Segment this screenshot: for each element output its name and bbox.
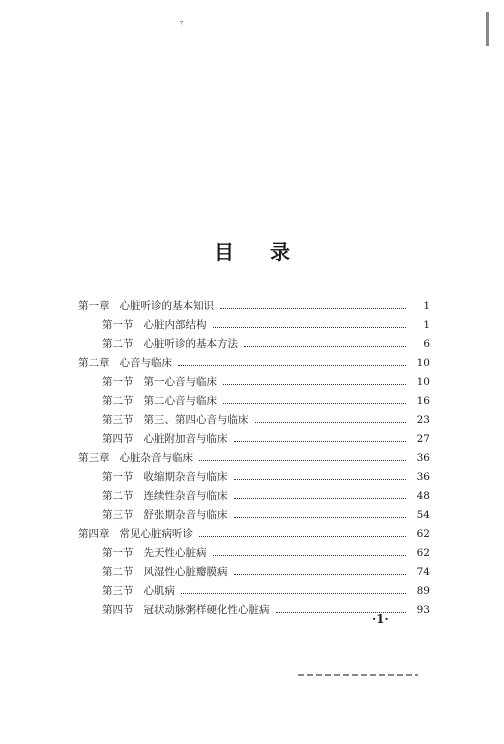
toc-page-number: 27 — [416, 432, 430, 445]
toc-page-number: 36 — [416, 470, 430, 483]
scan-noise-line — [298, 674, 418, 676]
title-char-1: 目 — [214, 240, 234, 264]
toc-leader-dots — [234, 479, 407, 480]
toc-leader-dots — [213, 555, 407, 556]
toc-section-row — [78, 410, 430, 429]
toc-title: 先天性心脏病 — [143, 547, 207, 559]
toc-leader-dots — [199, 460, 406, 461]
toc-leader-dots — [213, 327, 407, 328]
toc-chapter-row — [78, 448, 430, 467]
toc-page-number: 16 — [416, 394, 430, 407]
toc-label: 第二节 — [102, 395, 134, 407]
toc-section-row — [78, 581, 430, 600]
toc-title: 心脏附加音与临床 — [143, 433, 228, 445]
toc-page-number: 36 — [416, 451, 430, 464]
toc-title: 心音与临床 — [119, 357, 172, 369]
toc-title: 舒张期杂音与临床 — [143, 509, 228, 521]
toc-section-row — [78, 372, 430, 391]
toc-label: 第二节 — [102, 490, 134, 502]
toc-leader-dots — [223, 384, 406, 385]
toc-chapter-row — [78, 296, 430, 315]
toc-section-row — [78, 429, 430, 448]
toc-title: 心脏杂音与临床 — [119, 452, 193, 464]
top-mark: ⁷ — [180, 20, 184, 29]
toc-title: 心脏听诊的基本方法 — [143, 338, 238, 350]
toc-title: 心脏听诊的基本知识 — [119, 300, 214, 312]
toc-page-number: 93 — [416, 603, 430, 616]
toc-label: 第三节 — [102, 509, 134, 521]
toc-leader-dots — [178, 365, 406, 366]
toc-label: 第一节 — [102, 471, 134, 483]
page-title — [0, 236, 504, 265]
title-char-2: 录 — [270, 240, 290, 264]
toc-page-number: 54 — [416, 508, 430, 521]
toc-page-number: 74 — [416, 565, 430, 578]
toc-title: 第三、第四心音与临床 — [143, 414, 249, 426]
toc-title: 心肌病 — [143, 585, 175, 597]
toc-leader-dots — [220, 308, 406, 309]
toc-title: 心脏内部结构 — [143, 319, 207, 331]
toc-page-number: 89 — [416, 584, 430, 597]
scan-edge-mark — [486, 12, 489, 46]
toc-title: 风湿性心脏瓣膜病 — [143, 566, 228, 578]
toc-label: 第二节 — [102, 338, 134, 350]
toc-page-number: 62 — [416, 546, 430, 559]
toc-section-row — [78, 486, 430, 505]
toc-label: 第一章 — [78, 300, 110, 312]
toc-page-number: 6 — [423, 337, 430, 350]
toc-title: 第二心音与临床 — [143, 395, 217, 407]
page-number: ·1· — [372, 612, 389, 626]
toc-leader-dots — [199, 536, 406, 537]
toc-section-row — [78, 391, 430, 410]
toc-label: 第四章 — [78, 528, 110, 540]
toc-section-row — [78, 543, 430, 562]
toc-chapter-row — [78, 353, 430, 372]
toc-leader-dots — [223, 403, 406, 404]
table-of-contents — [78, 296, 430, 619]
toc-leader-dots — [255, 422, 407, 423]
toc-title: 连续性杂音与临床 — [143, 490, 228, 502]
toc-page-number: 62 — [416, 527, 430, 540]
toc-label: 第一节 — [102, 319, 134, 331]
toc-leader-dots — [234, 574, 407, 575]
toc-label: 第四节 — [102, 604, 134, 616]
toc-leader-dots — [181, 593, 406, 594]
toc-label: 第三章 — [78, 452, 110, 464]
toc-title: 冠状动脉粥样硬化性心脏病 — [143, 604, 270, 616]
toc-title: 第一心音与临床 — [143, 376, 217, 388]
toc-page-number: 1 — [423, 318, 430, 331]
toc-label: 第三节 — [102, 414, 134, 426]
toc-page-number: 48 — [416, 489, 430, 502]
toc-label: 第四节 — [102, 433, 134, 445]
toc-title: 收缩期杂音与临床 — [143, 471, 228, 483]
toc-page-number: 10 — [416, 375, 430, 388]
toc-section-row — [78, 505, 430, 524]
toc-label: 第一节 — [102, 376, 134, 388]
toc-section-row — [78, 315, 430, 334]
toc-leader-dots — [234, 498, 407, 499]
toc-section-row — [78, 562, 430, 581]
toc-label: 第三节 — [102, 585, 134, 597]
toc-label: 第二章 — [78, 357, 110, 369]
toc-section-row — [78, 334, 430, 353]
toc-label: 第二节 — [102, 566, 134, 578]
toc-leader-dots — [234, 441, 407, 442]
toc-title: 常见心脏病听诊 — [119, 528, 193, 540]
toc-section-row — [78, 467, 430, 486]
toc-page-number: 10 — [416, 356, 430, 369]
toc-label: 第一节 — [102, 547, 134, 559]
toc-page-number: 1 — [423, 299, 430, 312]
toc-chapter-row — [78, 524, 430, 543]
toc-leader-dots — [244, 346, 406, 347]
toc-page-number: 23 — [416, 413, 430, 426]
toc-leader-dots — [234, 517, 407, 518]
